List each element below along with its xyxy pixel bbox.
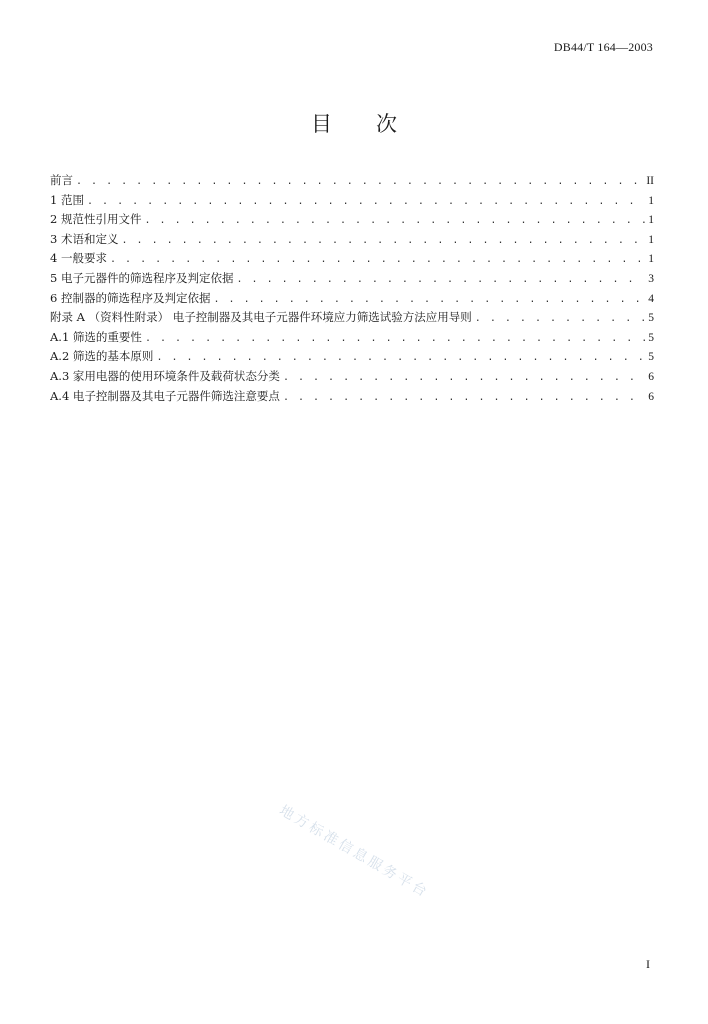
toc-entry-label: A.1 筛选的重要性 (50, 329, 142, 344)
toc-entry-label: 3 术语和定义 (50, 231, 119, 246)
toc-entry-page: 6 (648, 370, 654, 383)
toc-entry-6[interactable] (50, 289, 654, 309)
toc-leader-dots (213, 290, 645, 309)
toc-entry-label: 6 控制器的筛选程序及判定依据 (50, 290, 211, 305)
standard-code: DB44/T 164—2003 (553, 40, 653, 54)
toc-entry-page: 3 (648, 272, 654, 285)
toc-leader-dots (121, 231, 645, 250)
toc-entry-label: 4 一般要求 (50, 251, 107, 266)
toc-entry-label: A.4 电子控制器及其电子元器件筛选注意要点 (50, 388, 280, 403)
toc-entry-label: 附录 A （资料性附录） 电子控制器及其电子元器件环境应力筛选试验方法应用导则 (50, 310, 472, 325)
toc-entry-a2[interactable] (50, 347, 654, 367)
toc-leader-dots (156, 348, 645, 367)
title-char-1: 目 (311, 112, 332, 136)
page-number: I (646, 957, 650, 971)
toc-leader-dots (76, 172, 643, 191)
toc-entry-4[interactable] (50, 249, 654, 269)
toc-entry-page: 1 (648, 233, 654, 246)
toc-entry-page: 1 (648, 253, 654, 266)
toc-entry-page: 5 (648, 312, 654, 325)
toc-entry-page: 4 (648, 292, 654, 305)
watermark-text: 地方标准信息服务平台 (276, 802, 432, 902)
toc-leader-dots (283, 368, 645, 387)
toc-entry-page: II (646, 175, 654, 187)
toc-entry-page: 1 (648, 214, 654, 227)
toc-entry-5[interactable] (50, 269, 654, 289)
toc-leader-dots (283, 388, 645, 407)
toc-entry-label: 1 范围 (50, 192, 84, 207)
toc-leader-dots (475, 309, 645, 328)
toc-entry-page: 6 (648, 390, 654, 403)
toc-entry-page: 5 (648, 331, 654, 344)
toc-leader-dots (145, 329, 645, 348)
toc-entry-label: 前言 (50, 173, 73, 187)
toc-entry-1[interactable] (50, 191, 654, 211)
toc-entry-label: A.2 筛选的基本原则 (50, 349, 154, 364)
table-of-contents (50, 171, 654, 406)
toc-leader-dots (110, 250, 645, 269)
page-title (0, 108, 708, 138)
toc-entry-foreword[interactable] (50, 171, 654, 191)
toc-entry-2[interactable] (50, 210, 654, 230)
toc-entry-page: 5 (648, 351, 654, 364)
toc-entry-label: A.3 家用电器的使用环境条件及载荷状态分类 (50, 368, 280, 383)
toc-entry-a4[interactable] (50, 387, 654, 407)
toc-entry-appendix-a[interactable] (50, 308, 654, 328)
toc-leader-dots (236, 270, 645, 289)
toc-entry-a1[interactable] (50, 328, 654, 348)
toc-leader-dots (144, 211, 645, 230)
toc-entry-label: 2 规范性引用文件 (50, 212, 142, 227)
toc-entry-a3[interactable] (50, 367, 654, 387)
title-char-2: 次 (376, 112, 397, 136)
toc-entry-label: 5 电子元器件的筛选程序及判定依据 (50, 270, 234, 285)
toc-entry-page: 1 (648, 194, 654, 207)
toc-entry-3[interactable] (50, 230, 654, 250)
toc-leader-dots (87, 192, 645, 211)
